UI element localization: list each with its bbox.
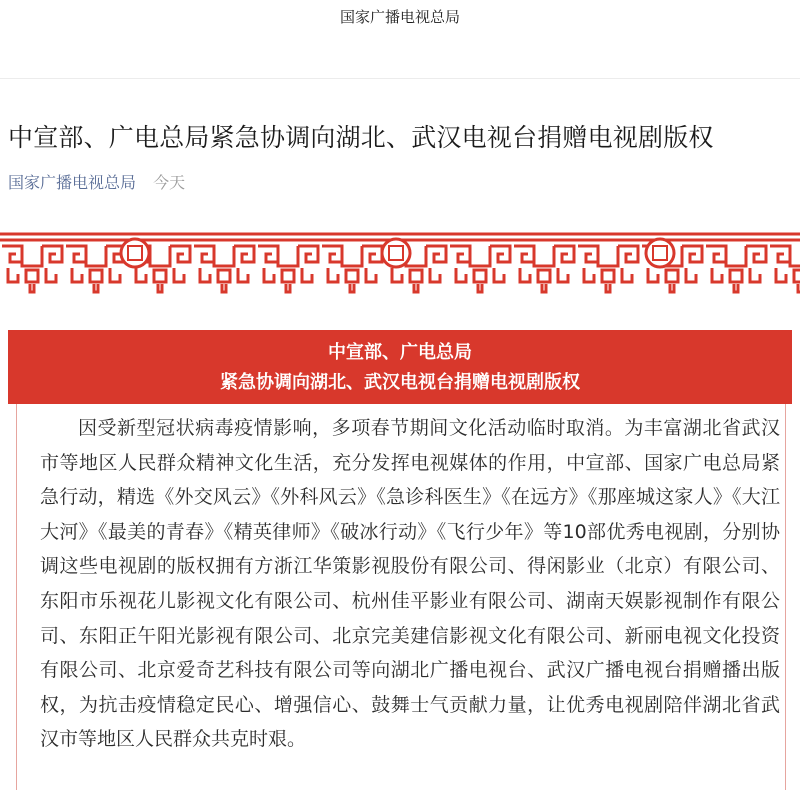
article-title: 中宣部、广电总局紧急协调向湖北、武汉电视台捐赠电视剧版权 xyxy=(8,123,714,152)
account-link[interactable]: 国家广播电视总局 xyxy=(8,173,137,192)
banner-line-2: 紧急协调向湖北、武汉电视台捐赠电视剧版权 xyxy=(220,372,580,393)
account-title: 国家广播电视总局 xyxy=(339,8,460,26)
article-paragraph: 因受新型冠状病毒疫情影响，多项春节期间文化活动临时取消。为丰富湖北省武汉市等地区人民群众精神文化生活，充分发挥电视媒体的作用，中宣部、国家广电总局紧急行动，精选《外交风云》《外科风云》《急诊科医生》《在远方》《那座城这家人》《大江大河》《最美的青春》《精英律师》《破冰行动》《飞行少年》等10部优秀电视剧，分别协调这些电视剧的版权拥有方浙江华策影视股份有限公司、得闲影业（北京）有限公司、东阳市乐视花儿影视文化有限公司、杭州佳平影业有限公司、湖南天娱影视制作有限公司、东阳正午阳光影视有限公司、北京完美建信影视文化有限公司、新丽电视文化投资有限公司、北京爱奇艺科技有限公司等向湖北广播电视台、武汉广播电视台捐赠播出版权，为抗击疫情稳定民心、增强信心、鼓舞士气贡献力量，让优秀电视剧陪伴湖北省武汉市等地区人民群众共克时艰。 xyxy=(40,417,780,751)
decorative-border-image xyxy=(0,228,800,298)
section-header-banner xyxy=(8,330,792,404)
top-navigation-bar xyxy=(0,0,800,79)
banner-line-1: 中宣部、广电总局 xyxy=(328,342,472,363)
publish-date: 今天 xyxy=(153,173,186,192)
article-meta xyxy=(8,170,185,193)
